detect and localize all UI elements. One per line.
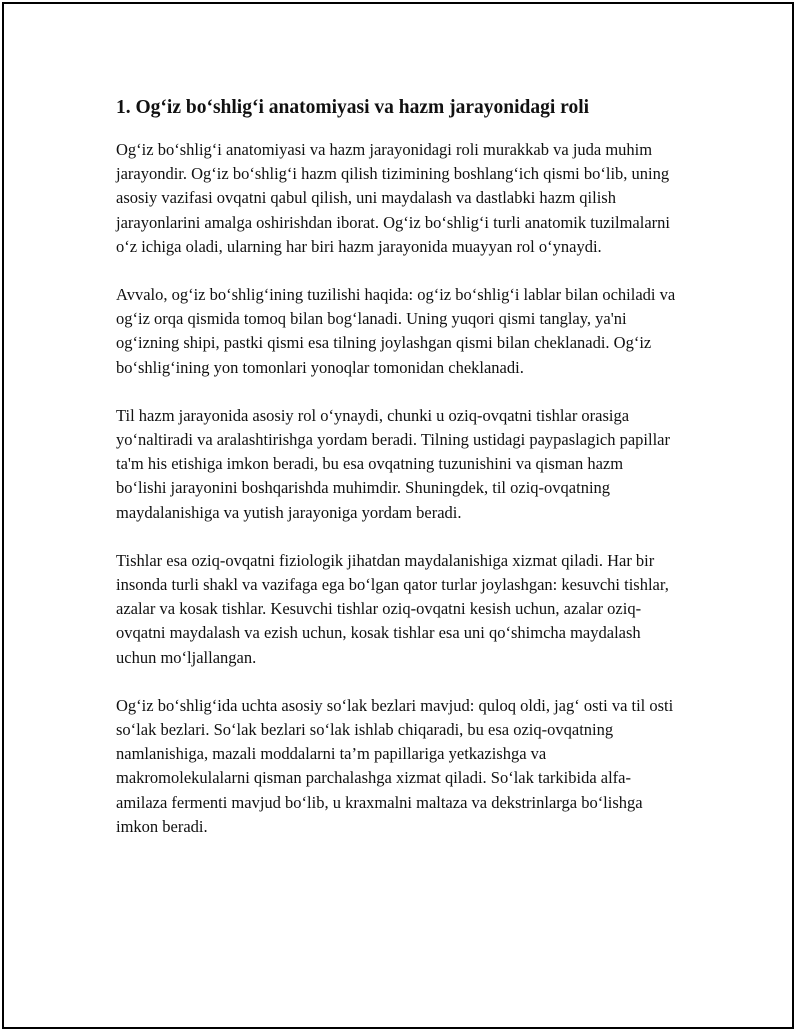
paragraph-4: Tishlar esa oziq-ovqatni fiziologik jihatdan maydalanishiga xizmat qiladi. Har bir insonda turli shakl va vazifaga ega bo‘lgan qator turlar joylashgan: kesuvchi tishlar, azalar va kosak tishlar. Kesuvchi tishlar oziq-ovqatni kesish uchun, azalar oziq-ovqatni maydalash va ezish uchun, kosak tishlar esa uni qo‘shimcha maydalash uchun mo‘ljallangan. xyxy=(116,550,669,667)
paragraph-1: Og‘iz bo‘shlig‘i anatomiyasi va hazm jarayonidagi roli murakkab va juda muhim jarayondir. Og‘iz bo‘shlig‘i hazm qilish tizimining boshlang‘ich qismi bo‘lib, uning asosiy vazifasi ovqatni qabul qilish, uni maydalash va dastlabki hazm qilish jarayonlarini amalga oshirishdan iborat. Og‘iz bo‘shlig‘i turli anatomik tuzilmalarni o‘z ichiga oladi, ularning har biri hazm jarayonida muayyan rol o‘ynaydi. xyxy=(116,140,670,256)
document-title: 1. Og‘iz bo‘shlig‘i anatomiyasi va hazm jarayonidagi roli xyxy=(116,97,590,118)
document-body xyxy=(116,94,676,863)
paragraph-3: Til hazm jarayonida asosiy rol o‘ynaydi, chunki u oziq-ovqatni tishlar orasiga yo‘naltiradi va aralashtirishga yordam beradi. Tilning ustidagi paypaslagich papillar ta'm his etishiga imkon beradi, bu esa ovqatning tuzunishini va qisman hazm bo‘lishi jarayonini boshqarishda muhimdir. Shuningdek, til oziq-ovqatning maydalanishiga va yutish jarayoniga yordam beradi. xyxy=(116,405,670,522)
paragraph-5: Og‘iz bo‘shlig‘ida uchta asosiy so‘lak bezlari mavjud: quloq oldi, jag‘ osti va til osti so‘lak bezlari. So‘lak bezlari so‘lak ishlab chiqaradi, bu esa oziq-ovqatning namlanishiga, mazali moddalarni ta’m papillariga yetkazishga va makromolekulalarni qisman parchalashga xizmat qiladi. So‘lak tarkibida alfa-amilaza fermenti mavjud bo‘lib, u kraxmalni maltaza va dekstrinlarga bo‘lishga imkon beradi. xyxy=(116,695,674,836)
paragraph-2: Avvalo, og‘iz bo‘shlig‘ining tuzilishi haqida: og‘iz bo‘shlig‘i lablar bilan ochiladi va og‘iz orqa qismida tomoq bilan bog‘lanadi. Uning yuqori qismi tanglay, ya'ni og‘izning shipi, pastki qismi esa tilning joylashgan qismi bilan cheklanadi. Og‘iz bo‘shlig‘ining yon tomonlari yonoqlar tomonidan cheklanadi. xyxy=(116,285,676,377)
